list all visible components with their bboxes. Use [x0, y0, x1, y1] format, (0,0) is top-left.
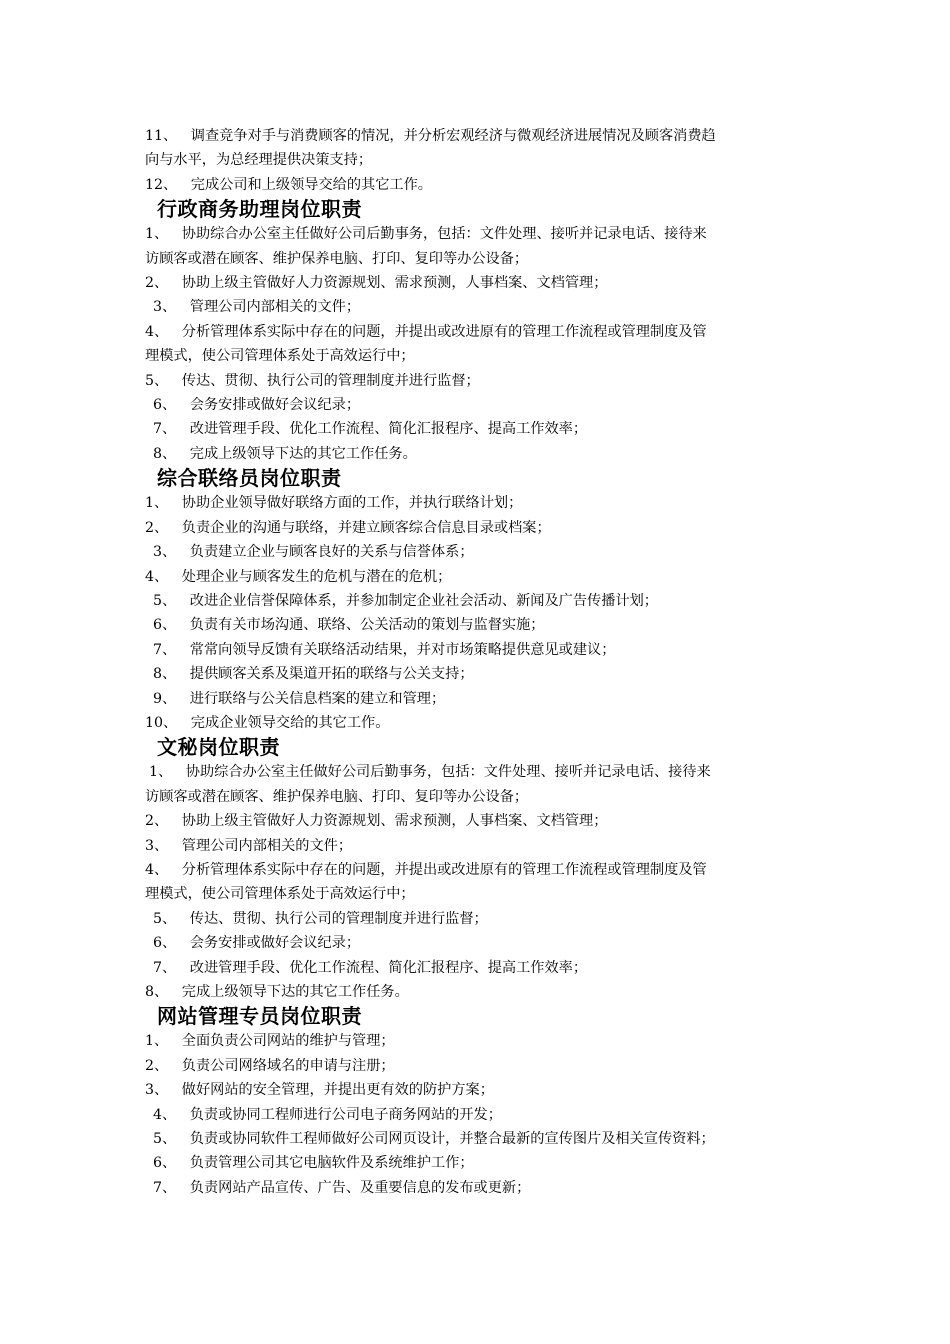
- item-number: 3、: [153, 299, 177, 316]
- item-text: 会务安排或做好会议纪录；: [189, 397, 361, 414]
- list-item: [145, 222, 810, 246]
- item-text: 负责或协同工程师进行公司电子商务网站的开发；: [189, 1106, 502, 1123]
- item-text: 负责有关市场沟通、联络、公关活动的策划与监督实施；: [189, 617, 545, 634]
- item-text: 处理企业与顾客发生的危机与潜在的危机；: [181, 568, 452, 585]
- list-item: [145, 662, 810, 686]
- list-item: [145, 295, 810, 319]
- item-text: 完成上级领导下达的其它工作任务。: [189, 445, 417, 462]
- list-item: [145, 809, 810, 833]
- item-continuation: 理模式，使公司管理体系处于高效运行中；: [145, 348, 415, 365]
- list-item: [145, 956, 810, 980]
- item-text: 协助综合办公室主任做好公司后勤事务，包括：文件处理、接听并记录电话、接待来: [185, 764, 711, 781]
- list-item: [145, 1176, 810, 1200]
- item-text: 调查竞争对手与消费顾客的情况，并分析宏观经济与微观经济进展情况及顾客消费趋: [190, 128, 716, 144]
- list-item: [145, 613, 810, 637]
- item-text: 分析管理体系实际中存在的问题，并提出或改进原有的管理工作流程或管理制度及管: [181, 323, 707, 340]
- item-number: 5、: [145, 372, 169, 389]
- section-secretary: [145, 735, 810, 1004]
- section-title: 网站管理专员岗位职责: [157, 1004, 362, 1029]
- item-text: 负责公司网络域名的申请与注册；: [181, 1057, 395, 1074]
- item-text: 改进企业信誉保障体系，并参加制定企业社会活动、新闻及广告传播计划；: [189, 592, 658, 609]
- list-item: [145, 687, 810, 711]
- list-item: [145, 320, 810, 344]
- list-item: [145, 589, 810, 613]
- item-text: 传达、贯彻、执行公司的管理制度并进行监督；: [181, 372, 480, 389]
- item-number: 3、: [145, 837, 169, 854]
- list-item: [145, 760, 810, 784]
- item-number: 6、: [153, 617, 177, 634]
- item-text: 协助企业领导做好联络方面的工作，并执行联络计划；: [181, 495, 523, 512]
- item-number: 10、: [145, 714, 178, 731]
- item-text: 提供顾客关系及渠道开拓的联络与公关支持；: [189, 666, 474, 683]
- item-number: 6、: [153, 1155, 177, 1172]
- item-continuation: 理模式，使公司管理体系处于高效运行中；: [145, 886, 415, 903]
- item-text: 进行联络与公关信息档案的建立和管理；: [189, 690, 446, 707]
- list-item: [145, 907, 810, 931]
- item-text: 负责建立企业与顾客良好的关系与信誉体系；: [189, 544, 474, 561]
- item-text: 分析管理体系实际中存在的问题，并提出或改进原有的管理工作流程或管理制度及管: [181, 861, 707, 878]
- item-text: 管理公司内部相关的文件；: [189, 299, 361, 316]
- item-text: 完成公司和上级领导交给的其它工作。: [190, 176, 432, 193]
- item-number: 1、: [145, 495, 169, 512]
- item-number: 4、: [145, 323, 169, 340]
- item-text: 协助综合办公室主任做好公司后勤事务，包括：文件处理、接听并记录电话、接待来: [181, 226, 707, 243]
- list-item: [145, 980, 810, 1004]
- item-number: 5、: [153, 592, 177, 609]
- item-number: 4、: [145, 861, 169, 878]
- section-liaison: [145, 466, 810, 735]
- list-item: [145, 173, 810, 197]
- item-number: 8、: [153, 666, 177, 683]
- list-item: [145, 124, 810, 148]
- section-web-admin: [145, 1004, 810, 1200]
- section-title: 综合联络员岗位职责: [157, 466, 342, 491]
- item-text: 改进管理手段、优化工作流程、简化汇报程序、提高工作效率；: [189, 421, 588, 438]
- item-text: 负责网站产品宣传、广告、及重要信息的发布或更新；: [189, 1179, 531, 1196]
- item-number: 11、: [145, 128, 178, 144]
- list-item: [145, 1054, 810, 1078]
- item-number: 12、: [145, 176, 178, 193]
- list-item: [145, 858, 810, 882]
- section-title: 行政商务助理岗位职责: [157, 197, 362, 222]
- item-text: 改进管理手段、优化工作流程、简化汇报程序、提高工作效率；: [189, 959, 588, 976]
- item-text: 管理公司内部相关的文件；: [181, 837, 353, 854]
- item-number: 8、: [145, 984, 169, 1000]
- item-text: 传达、贯彻、执行公司的管理制度并进行监督；: [189, 910, 488, 927]
- item-number: 1、: [149, 764, 173, 781]
- item-number: 2、: [145, 275, 169, 292]
- item-number: 7、: [153, 421, 177, 438]
- list-item: [145, 417, 810, 441]
- item-number: 4、: [153, 1106, 177, 1123]
- section-admin-assistant: [145, 197, 810, 466]
- item-number: 9、: [153, 690, 177, 707]
- list-item: [145, 931, 810, 955]
- item-number: 2、: [145, 1057, 169, 1074]
- item-text: 做好网站的安全管理，并提出更有效的防护方案；: [181, 1082, 494, 1099]
- list-item: [145, 1078, 810, 1102]
- item-continuation: 访顾客或潜在顾客、维护保养电脑、打印、复印等办公设备；: [145, 250, 529, 267]
- item-text: 完成上级领导下达的其它工作任务。: [181, 984, 409, 1000]
- item-number: 7、: [153, 641, 177, 658]
- item-text: 协助上级主管做好人力资源规划、需求预测，人事档案、文档管理；: [181, 813, 608, 830]
- item-text: 完成企业领导交给的其它工作。: [190, 714, 390, 731]
- item-text: 常常向领导反馈有关联络活动结果，并对市场策略提供意见或建议；: [189, 641, 616, 658]
- list-item: [145, 711, 810, 735]
- item-text: 会务安排或做好会议纪录；: [189, 935, 361, 952]
- list-item: [145, 516, 810, 540]
- item-number: 4、: [145, 568, 169, 585]
- document-page: [145, 124, 810, 1200]
- item-text: 协助上级主管做好人力资源规划、需求预测，人事档案、文档管理；: [181, 275, 608, 292]
- item-text: 负责企业的沟通与联络，并建立顾客综合信息目录或档案；: [181, 519, 551, 536]
- list-item: [145, 271, 810, 295]
- list-item: [145, 1103, 810, 1127]
- item-number: 6、: [153, 935, 177, 952]
- item-number: 5、: [153, 1131, 177, 1148]
- list-item: [145, 1029, 810, 1053]
- item-text: 全面负责公司网站的维护与管理；: [181, 1033, 395, 1050]
- item-number: 6、: [153, 397, 177, 414]
- list-item: [145, 393, 810, 417]
- item-number: 2、: [145, 813, 169, 830]
- list-item: [145, 1151, 810, 1175]
- list-item: [145, 638, 810, 662]
- list-item: [145, 1127, 810, 1151]
- item-text: 负责或协同软件工程师做好公司网页设计，并整合最新的宣传图片及相关宣传资料；: [189, 1131, 715, 1148]
- list-item: [145, 369, 810, 393]
- item-continuation: 访顾客或潜在顾客、维护保养电脑、打印、复印等办公设备；: [145, 788, 529, 805]
- intro-list: [145, 124, 810, 197]
- item-continuation: 向与水平，为总经理提供决策支持；: [145, 152, 373, 169]
- list-item: [145, 834, 810, 858]
- item-number: 3、: [145, 1082, 169, 1099]
- item-number: 2、: [145, 519, 169, 536]
- item-text: 负责管理公司其它电脑软件及系统维护工作；: [189, 1155, 474, 1172]
- item-number: 1、: [145, 1033, 169, 1050]
- item-number: 1、: [145, 226, 169, 243]
- item-number: 7、: [153, 1179, 177, 1196]
- item-number: 8、: [153, 445, 177, 462]
- list-item: [145, 540, 810, 564]
- item-number: 5、: [153, 910, 177, 927]
- list-item: [145, 565, 810, 589]
- item-number: 3、: [153, 544, 177, 561]
- list-item: [145, 442, 810, 466]
- item-number: 7、: [153, 959, 177, 976]
- section-title: 文秘岗位职责: [157, 735, 280, 760]
- list-item: [145, 491, 810, 515]
